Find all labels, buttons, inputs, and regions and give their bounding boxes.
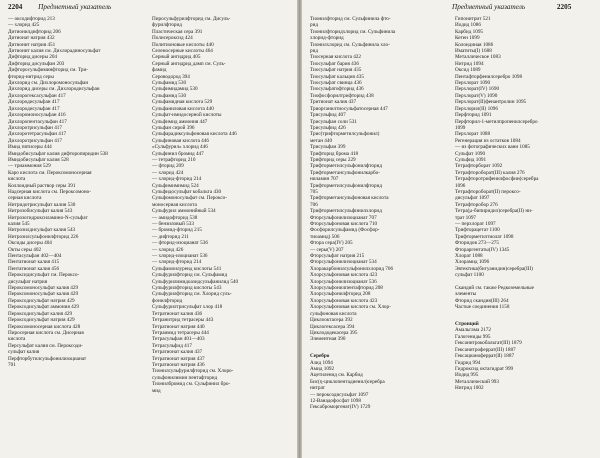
index-entry: Трисульфид 407 (310, 112, 346, 119)
index-entry: Персульфат калия см. Пероксоди- (8, 342, 83, 349)
index-section-heading: Серебро (310, 353, 330, 360)
right-index-column-1 (310, 16, 446, 411)
left-running-head (8, 3, 111, 13)
index-entry: Дихлоромоносульфан 416 (8, 112, 66, 119)
index-entry: Серный ангидрид дамп см. Суль- (152, 60, 226, 67)
index-entry: Фторид скандия(III) 264 (455, 297, 509, 304)
index-entry: Сульфурил аммонийный 534 (152, 208, 216, 215)
index-entry: Сульфиновая кислота 446 (152, 137, 209, 144)
index-entry: Трифторметансульфонилкарбо- (310, 169, 380, 176)
index-entry: Фторидов 273—275 (455, 240, 499, 247)
index-entry: хлорид-фторид (310, 35, 344, 42)
index-entry: Нитрозогидроксиламино-N-сульфат (8, 214, 88, 221)
index-entry: Сульфаниловая кислота 440 (152, 105, 214, 112)
index-entry: Тетратионат калия 437 (152, 349, 203, 356)
index-entry: Фторсульфонилизоцианат 707 (310, 214, 377, 221)
index-entry: Хлорсульфоновая кислота см. Хлор- (310, 304, 391, 311)
index-entry: Кетен 1099 (455, 35, 480, 42)
index-entry: Хлорсульфоновая кислота 423 (310, 272, 378, 279)
index-entry: 705 (310, 188, 318, 195)
index-entry: Дихлоропентасульфан 417 (8, 118, 67, 125)
index-entry: фамид (152, 67, 167, 74)
index-entry: 1096 (455, 182, 466, 189)
index-entry: — фторид 209 (152, 163, 184, 170)
index-entry: Колондиная 1086 (455, 41, 494, 48)
index-entry: Имид пятисеры 444 (8, 144, 52, 151)
index-entry: Серный ангидрид 405 (152, 54, 201, 61)
index-entry: Пероксодисульфат натрия 429 (8, 317, 75, 324)
index-entry: Пластическая сера 391 (152, 28, 203, 35)
index-entry: Тетрафторобор 276 (455, 201, 498, 208)
index-entry: Пероксомоносульфат калия 429 (8, 285, 79, 292)
index-entry: Пиросерная кислота см. Дисерная (8, 329, 84, 336)
index-entry: Хлорсульфонилфторид 208 (310, 291, 371, 298)
index-entry: Сульфат 1090 (455, 150, 486, 157)
index-entry: фурилфторид (152, 22, 182, 29)
index-entry: Трифторид серы 229 (310, 156, 356, 163)
index-entry: рид (310, 22, 319, 29)
index-entry: Сульфурилимидоазидсульфанилид 540 (152, 278, 239, 285)
index-entry: Тетрасульфан 401—403 (152, 336, 205, 343)
index-entry: Сульфамоилуреид кислоты 541 (152, 265, 222, 272)
index-entry: Нитрид 1002 (455, 385, 484, 392)
index-entry: Хлорсульфоновая кислота 423 (310, 297, 378, 304)
index-entry: сульфонилимин пентафторид (152, 374, 218, 381)
index-entry: Дитионит калия см. Дихлорадиносульфат (8, 48, 101, 55)
index-entry: Дихлородисульфан 417 (8, 99, 60, 106)
index-entry: фонилфторид (152, 297, 183, 304)
index-entry: Тетрафтороборат(II) пероксо- (455, 188, 521, 195)
index-entry: Амальгама 2172 (455, 327, 491, 334)
index-entry: Трифторметансульфоновая кислота (310, 195, 389, 202)
index-entry: Тетрасульфид 417 (152, 342, 192, 349)
index-entry: — бромид-фторид 215 (152, 227, 202, 234)
index-entry: Перфторил-1-метилпропенилсеребро (455, 118, 538, 125)
index-entry: Дифторид дисульфан 203 (8, 60, 65, 67)
index-entry: Нитрид 1094 (455, 60, 484, 67)
index-entry: Сульфурилфторид см. Хлорид суль- (152, 291, 232, 298)
index-entry: элементы (455, 291, 477, 298)
index-entry: фторид-нитрид серы (8, 73, 54, 80)
index-entry: — хлорид-фторид 214 (152, 176, 202, 183)
index-entry: Тиосульфат бария 436 (310, 60, 359, 67)
index-entry: Перфторид 1091 (455, 112, 492, 119)
index-entry: Трифторметилсульфонилфторид (310, 182, 383, 189)
index-entry: Перхлорил(II) 1096 (455, 105, 498, 112)
index-entry: — амидофторид 538 (152, 214, 198, 221)
index-entry: Сульфурилфторид кислоты 543 (152, 285, 222, 292)
index-entry: Галогениды 995 (455, 333, 491, 340)
index-entry: Тиосульфатофторид 436 (310, 86, 364, 93)
index-entry: — из фотографических ванн 1085 (455, 144, 530, 151)
index-entry: Сульфат-имидосерной кислоты (152, 112, 222, 119)
index-entry: — бензиловый 533 (152, 221, 194, 227)
index-entry: Эвтектика(бигуанидин)серебра(III) (455, 265, 533, 272)
index-entry: Тионилфторид см. Сульфинила фто- (310, 16, 391, 22)
index-entry: Дихлоротетрасульфан 417 (8, 131, 67, 138)
index-entry: Фторсульфонилизоцианат 534 (310, 259, 377, 266)
index-entry: Металлическое 1083 (455, 54, 501, 61)
index-entry: Хлоракарбонилсульфонилхлорид 706 (310, 265, 394, 272)
index-section-heading: Стронций (455, 321, 479, 328)
index-entry: сульфоновая кислота (310, 310, 357, 317)
index-entry: Пероксидисульфат см. Пероксо- (8, 272, 80, 279)
index-entry: Сульфомоносульфат см. Пероксо- (152, 195, 227, 202)
index-entry: Нитридотрисульфат калия 530 (8, 201, 76, 208)
index-entry: серная кислота (8, 195, 42, 202)
index-entry: «Сульфурил» хлорид 446 (152, 144, 208, 151)
left-index-column-1 (8, 16, 144, 368)
index-entry: Триорганилтиосульфатосерная 447 (310, 105, 388, 112)
index-entry: Скандий см. также Редкоземельные (455, 285, 534, 292)
index-entry: Пентафторфенилсеребро 1098 (455, 73, 523, 80)
index-entry: Хлорсульфонилизоцианат 536 (310, 278, 377, 285)
index-entry: сульфат 1100 (455, 272, 484, 279)
index-entry: Имидобисульфат калия 528 (8, 156, 69, 163)
index-entry: Пероксодисульфат натрия 429 (8, 297, 75, 304)
index-entry: Имидобисульфат калия дифторопиридин 538 (8, 150, 108, 157)
index-entry: Пероксомоносульфат калия 429 (8, 291, 79, 298)
index-entry: — хлорид 426 (152, 246, 184, 253)
index-entry: Окты серы 402 (8, 246, 42, 253)
index-entry: Надсерная кислота см. Пероксомоно- (8, 188, 91, 195)
index-entry: Дихлорид дисеры см. Дихлородисульфан (8, 86, 100, 93)
index-entry: Тетра(µ-бипиридил)серебра(II) ни- (455, 208, 533, 215)
index-entry: — перхлорат 1097 (455, 221, 496, 227)
index-entry: Дихлорогексасульфан 417 (8, 92, 66, 99)
index-entry: Фторсульфоновая кислота 710 (310, 221, 378, 227)
index-entry: калия 545 (8, 221, 30, 227)
index-entry: рид (310, 48, 319, 55)
index-entry: — хлорид 425 (8, 22, 40, 29)
index-entry: Трис(трифторметилсульфонил) (310, 131, 380, 138)
index-entry: Фосфорилсульфамид (Фосфор- (310, 227, 380, 234)
index-entry: кислота (8, 176, 26, 183)
index-entry: — серы(V) 207 (310, 246, 344, 253)
right-running-head-title: Предметный указатель (452, 3, 526, 11)
index-entry: Дихлорид см. Дихлоромоносульфан (8, 80, 89, 87)
index-entry: Хлорат 1088 (455, 253, 483, 260)
index-entry: Сульфарадиксульфоновая кислота 446 (152, 131, 237, 138)
index-entry: Сульфинил бромид 447 (152, 150, 204, 157)
index-entry: Циклогексасера 394 (310, 323, 355, 330)
index-entry: Нитрозилдисульфат калия 543 (8, 227, 76, 234)
index-entry: — хлорид-изоцианат 536 (152, 253, 208, 260)
index-entry: Тетрафторотрифенилфосфин(серебра (455, 176, 539, 183)
index-entry: Трифторметилтиолат 1098 (455, 233, 514, 240)
index-entry: Фтораргентаты(IV) 1345 (455, 246, 510, 253)
index-entry: Сульфамид 530 (152, 92, 187, 99)
index-entry: — хлорид 424 (152, 169, 184, 176)
index-entry: Дифторид дисеры 204 (8, 54, 58, 61)
index-entry: Дитионилдифторид 206 (8, 28, 61, 35)
index-entry: нитрат (310, 385, 325, 392)
index-entry: Дитионат натрия 432 (8, 35, 55, 42)
index-entry: Амид 1092 (310, 365, 335, 372)
index-entry: 706 (310, 201, 318, 208)
index-entry: метан 440 (310, 137, 333, 144)
index-entry: Сульфимимимид 524 (152, 182, 199, 189)
index-entry: Тетрафторборат 1092 (455, 163, 503, 170)
index-entry: Тетранитрид тетрасеры 443 (152, 317, 214, 324)
index-entry: Тиосерная кислота 422 (310, 54, 361, 61)
index-entry: Трифторметилсульфонилфторид (310, 163, 383, 170)
left-page (0, 0, 297, 458)
left-index-column-2 (152, 16, 288, 394)
index-entry: Сульфимидамид 530 (152, 86, 198, 93)
index-entry: Металлический 993 (455, 378, 499, 385)
index-entry: Перхлорат(V) 1090 (455, 92, 498, 99)
index-entry: 701 (8, 361, 16, 368)
index-entry: Дихлоротрисульфан 417 (8, 124, 62, 131)
index-entry: Перхлорат(IV) 1690 (455, 86, 500, 93)
index-entry: Иодид 995 (455, 372, 479, 379)
index-entry: Перфторбутилсульфонилизоцианат (8, 355, 87, 362)
index-entry: Сульфурилтрисульфат хлор 418 (152, 304, 223, 311)
index-entry: Тетратионат натрия 437 (152, 355, 205, 362)
index-entry: Пероксодисульфат аммония 429 (8, 304, 79, 311)
index-entry: Иодид 1086 (455, 22, 481, 29)
index-entry: Тетратионат калия 436 (152, 310, 203, 317)
index-entry: Бис(η-циклопентадиенил)серебра (310, 378, 385, 385)
index-entry: — фторид-изоцианат 536 (152, 240, 208, 247)
index-entry: Оксиды дисеры 404 (8, 240, 52, 247)
index-entry: Сульфан сирой 396 (152, 124, 195, 131)
index-entry: Тионилхлорид см. Сульфинила хло- (310, 41, 390, 48)
right-index-column-2 (455, 16, 591, 392)
index-entry: Хлорамид 1096 (455, 259, 490, 266)
index-entry: — пероксодисульфат 1097 (310, 391, 369, 398)
index-entry: Сульфурилфторид см. Сульфамид (152, 272, 228, 279)
index-entry: Дихлородисульфан 417 (8, 105, 60, 112)
index-entry: Перхлорат 1088 (455, 131, 491, 138)
index-entry: Гексаброморгенат(IV) 1729 (310, 404, 371, 411)
index-entry: Фтора сера(IV) 205 (310, 240, 353, 247)
index-entry (310, 343, 446, 349)
index-entry: Тиофосфорилтрифторид 438 (310, 92, 374, 99)
index-entry: Иматиты(I) 1688 (455, 48, 492, 55)
index-entry: сульфат калия (8, 349, 40, 356)
index-entry: Полисероксид 424 (152, 35, 193, 42)
index-entry: трат 1097 (455, 214, 477, 221)
index-entry: Тетрафтороборат(III) калия 276 (455, 169, 525, 176)
index-entry: Гексанитрокобальтат(III) 1879 (455, 340, 522, 347)
index-entry: Циклооктасера 392 (310, 317, 353, 324)
index-entry: кислота (8, 336, 26, 343)
index-entry: Трифторметилсульфинилхлорид (310, 208, 382, 215)
index-entry: Коллоидный раствор серы 391 (8, 182, 76, 189)
index-entry: Пентатионат калия 456 (8, 265, 60, 272)
index-entry: Перхлорат 1090 (455, 80, 491, 87)
index-entry: 12-Ванадофосфат 1098 (310, 397, 361, 404)
index-entry: Тиосульфат натрия 435 (310, 67, 362, 74)
index-entry: Тионилбромид см. Сульфинил бро- (152, 381, 231, 388)
index-entry: Трифторид брома 418 (310, 150, 359, 157)
index-entry: Сероводород 394 (152, 73, 190, 80)
index-entry: Сульфамид 530 (152, 80, 187, 87)
index-entry: Ацетиленид см. Карбид (310, 372, 363, 379)
index-entry: Частые соединения 1158 (455, 304, 510, 311)
index-entry: Пероксодисульфат калия 429 (8, 310, 73, 317)
index-entry: — триаммония 529 (8, 163, 51, 170)
index-entry: Тетратионат натрия 436 (152, 361, 205, 368)
index-entry: Хлорсульфонилпентафторид 208 (310, 285, 383, 292)
index-entry: — дифторид 211 (152, 233, 189, 240)
index-entry: — тетрафторид 210 (152, 156, 196, 163)
index-entry: — оксодифторид 213 (8, 16, 55, 22)
index-entry: дисульфат натрия (8, 278, 48, 285)
index-entry: Тиосульфат кальция 435 (310, 73, 364, 80)
index-entry: Сульфимид аммония 447 (152, 118, 208, 125)
index-entry: Тиосульфат свинца 436 (310, 80, 362, 87)
index-entry: моносерная кислота (152, 201, 197, 208)
index-entry: дисульфат 1097 (455, 195, 490, 202)
right-running-head (452, 3, 571, 13)
left-page-number: 2204 (8, 3, 23, 11)
index-entry: мид (152, 387, 161, 394)
index-entry: Тритионат калия 437 (310, 99, 357, 106)
index-entry: Азид 1094 (310, 359, 333, 366)
index-entry: Тионилсульфурилфторид см. Хлоро- (152, 368, 234, 375)
index-entry: Гексацианоферрат(II) 1887 (455, 353, 515, 360)
index-entry: Пероксомоносерная кислота 428 (8, 323, 81, 330)
index-entry: Нитрозилсульфонилфторид 226 (8, 233, 79, 240)
index-entry: Оксид 1089 (455, 67, 481, 74)
index-entry: Селеносерные кислоты 464 (152, 48, 213, 55)
index-entry: Трисульфан соли 531 (310, 118, 357, 125)
index-entry: Регенерация из остатков 1084 (455, 137, 521, 144)
index-entry: Перхлорат(II)фенантролин 1095 (455, 99, 527, 106)
index-entry: Трифторацетат 1100 (455, 227, 500, 234)
index-entry: Дитионит натрия 451 (8, 41, 56, 48)
index-entry: тиоамид) 506 (310, 233, 340, 240)
index-entry: — хлорид-фторид 214 (152, 259, 202, 266)
index-entry: Карбид 1095 (455, 28, 484, 35)
index-entry: Тетратионат натрия 440 (152, 323, 205, 330)
index-entry: Пентатионат калия 415 (8, 259, 60, 266)
index-entry: Элементная 390 (310, 336, 346, 343)
index-entry: Пиросульфурилфторид см. Дисуль- (152, 16, 231, 22)
index-entry: Дифторосульфиминфторид см. Три- (8, 67, 89, 74)
index-entry: Трисульфид 426 (310, 124, 346, 131)
index-entry: Сульфамидная кислота 529 (152, 99, 213, 106)
index-entry: Сульфидосульфат кобальта 430 (152, 188, 222, 195)
index-entry: Политионовые кислоты 440 (152, 41, 214, 48)
index-entry: Дихлоротрисульфан 417 (8, 137, 62, 144)
left-running-head-title: Предметный указатель (38, 3, 112, 11)
index-entry: Гексанитроферрат(III) 1887 (455, 346, 516, 353)
index-entry: ниламин 707 (310, 176, 339, 183)
index-entry: Пентасульфан 402—404 (8, 253, 62, 260)
right-page-number: 2205 (556, 3, 572, 11)
index-entry: Фторсульфат натрия 215 (310, 253, 365, 260)
index-entry: Гипонитрит 521 (455, 16, 491, 22)
right-page (302, 0, 600, 458)
index-entry: Трисульфан 399 (310, 144, 346, 151)
index-entry: Сульфид 1091 (455, 156, 487, 163)
index-entry: Тионилфторидхлорид см. Сульфинила (310, 28, 396, 35)
index-entry (455, 311, 591, 317)
index-entry: 1099 (455, 124, 466, 131)
index-entry: Циклододекасера 395 (310, 329, 358, 336)
index-entry: Каро кислота см. Пероксомоносерная (8, 169, 92, 176)
index-entry: Гидрид 994 (455, 359, 481, 366)
index-entry: Тетраимид тетрасеры 444 (152, 329, 209, 336)
index-entry: Нитрозобисульфат калия 543 (8, 208, 73, 215)
index-entry: Гидроксид октагидрат 999 (455, 365, 514, 372)
